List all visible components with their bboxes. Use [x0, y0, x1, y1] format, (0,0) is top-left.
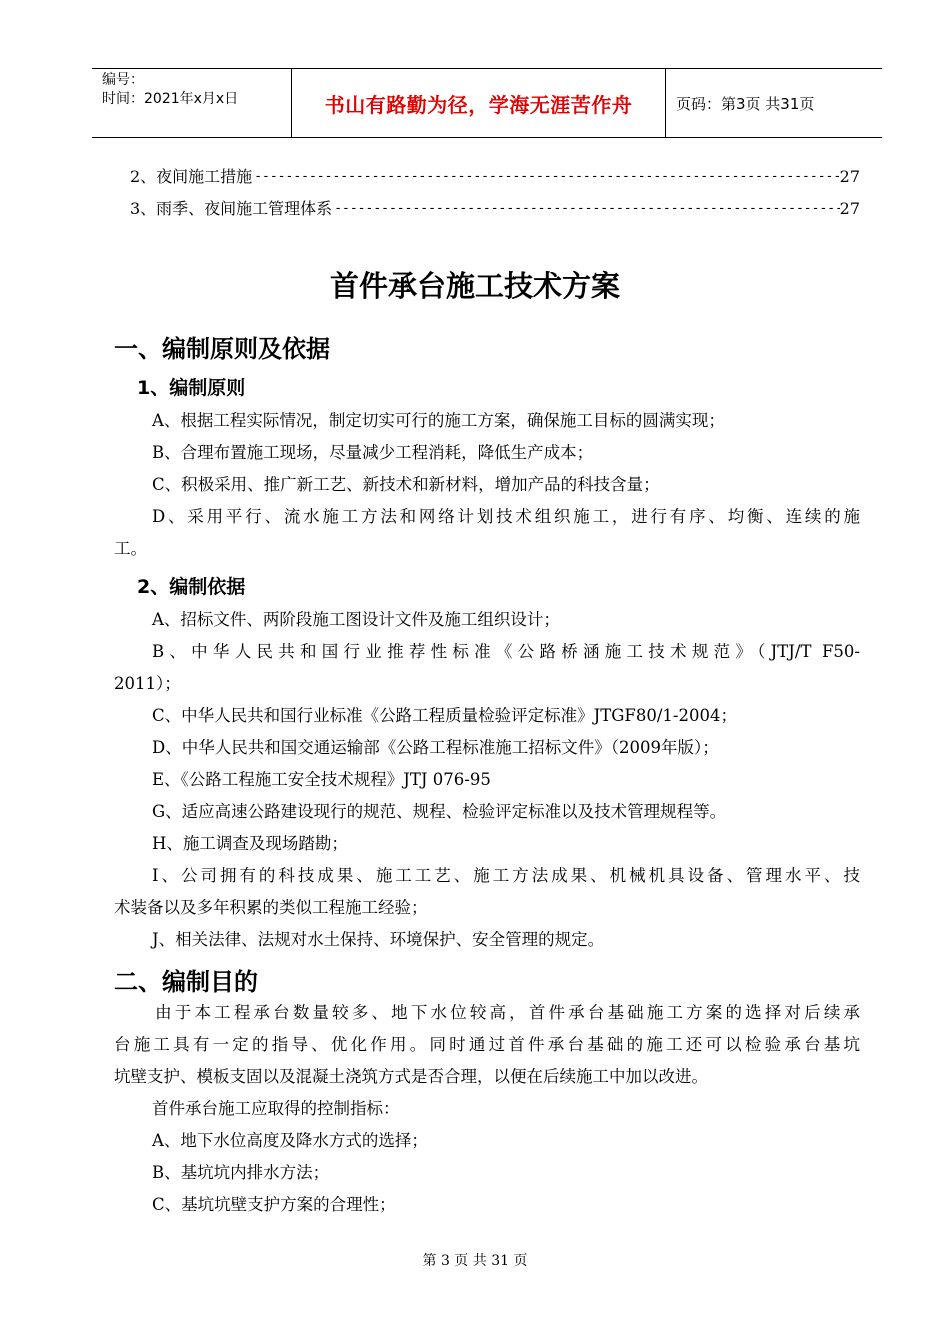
- toc-leader: [332, 199, 839, 219]
- paragraph-line: J、相关法律、法规对水土保持、环境保护、安全管理的规定。: [152, 930, 605, 949]
- header-meta: [92, 69, 292, 137]
- toc-entry[interactable]: [130, 199, 860, 219]
- number-label: 编号：: [102, 72, 144, 88]
- time-label: 时间：2021年x月x日: [102, 91, 239, 107]
- paragraph-line: D、中华人民共和国交通运输部《公路工程标准施工招标文件》（2009年版）；: [152, 738, 719, 757]
- paragraph-line: H、施工调查及现场踏勘；: [152, 834, 348, 853]
- paragraph-line: C、中华人民共和国行业标准《公路工程质量检验评定标准》JTGF80/1-2004；: [152, 706, 737, 725]
- paragraph-line: A、招标文件、两阶段施工图设计文件及施工组织设计；: [152, 610, 560, 629]
- header-motto: 书山有路勤为径，学海无涯苦作舟: [292, 69, 666, 137]
- paragraph-line: C、积极采用、推广新工艺、新技术和新材料，增加产品的科技含量；: [152, 475, 660, 494]
- paragraph-line: I、公司拥有的科技成果、施工工艺、施工方法成果、机械机具设备、管理水平、技: [152, 866, 860, 885]
- document-title: 首件承台施工技术方案: [329, 269, 620, 303]
- paragraph-line: B、中华人民共和国行业推荐性标准《公路桥涵施工技术规范》（JTJ/T F50-: [152, 642, 860, 661]
- toc-entry-text: 3、雨季、夜间施工管理体系: [130, 199, 333, 218]
- toc-entry-text: 2、夜间施工措施: [130, 167, 253, 186]
- paragraph-line: 由于本工程承台数量较多、地下水位较高，首件承台基础施工方案的选择对后续承: [152, 1003, 860, 1022]
- paragraph-line: A、根据工程实际情况，制定切实可行的施工方案，确保施工目标的圆满实现；: [152, 411, 725, 430]
- paragraph-line: 工。: [114, 539, 147, 558]
- paragraph-line: 台施工具有一定的指导、优化作用。同时通过首件承台基础的施工还可以检验承台基坑: [114, 1035, 860, 1054]
- paragraph-line: C、基坑坑壁支护方案的合理性；: [152, 1195, 396, 1214]
- header-page-number: 页码：第3页 共31页: [676, 94, 815, 113]
- paragraph-line: E、《公路工程施工安全技术规程》JTJ 076-95: [152, 770, 491, 789]
- paragraph-line: B、合理布置施工现场，尽量减少工程消耗，降低生产成本；: [152, 443, 594, 462]
- paragraph-line: D、采用平行、流水施工方法和网络计划技术组织施工，进行有序、均衡、连续的施: [152, 507, 860, 526]
- section-heading: 二、编制目的: [114, 968, 258, 996]
- page-footer: 第 3 页 共 31 页: [422, 1253, 528, 1269]
- toc-entry-page: 27: [839, 167, 860, 186]
- toc-leader: [252, 167, 839, 187]
- subsection-heading: 2、编制依据: [137, 576, 246, 598]
- paragraph-line: A、地下水位高度及降水方式的选择；: [152, 1131, 428, 1150]
- paragraph-line: B、基坑坑内排水方法；: [152, 1163, 330, 1182]
- paragraph-line: G、适应高速公路建设现行的规范、规程、检验评定标准以及技术管理规程等。: [152, 802, 727, 821]
- toc-entry[interactable]: [130, 167, 860, 187]
- paragraph-line: 术装备以及多年积累的类似工程施工经验；: [114, 898, 428, 917]
- page-header: [92, 68, 882, 138]
- paragraph-line: 2011）；: [114, 674, 181, 693]
- paragraph-line: 首件承台施工应取得的控制指标：: [152, 1099, 400, 1118]
- section-heading: 一、编制原则及依据: [114, 335, 330, 363]
- paragraph-line: 坑壁支护、模板支固以及混凝土浇筑方式是否合理，以便在后续施工中加以改进。: [114, 1067, 708, 1086]
- subsection-heading: 1、编制原则: [137, 377, 246, 399]
- toc-entry-page: 27: [839, 199, 860, 218]
